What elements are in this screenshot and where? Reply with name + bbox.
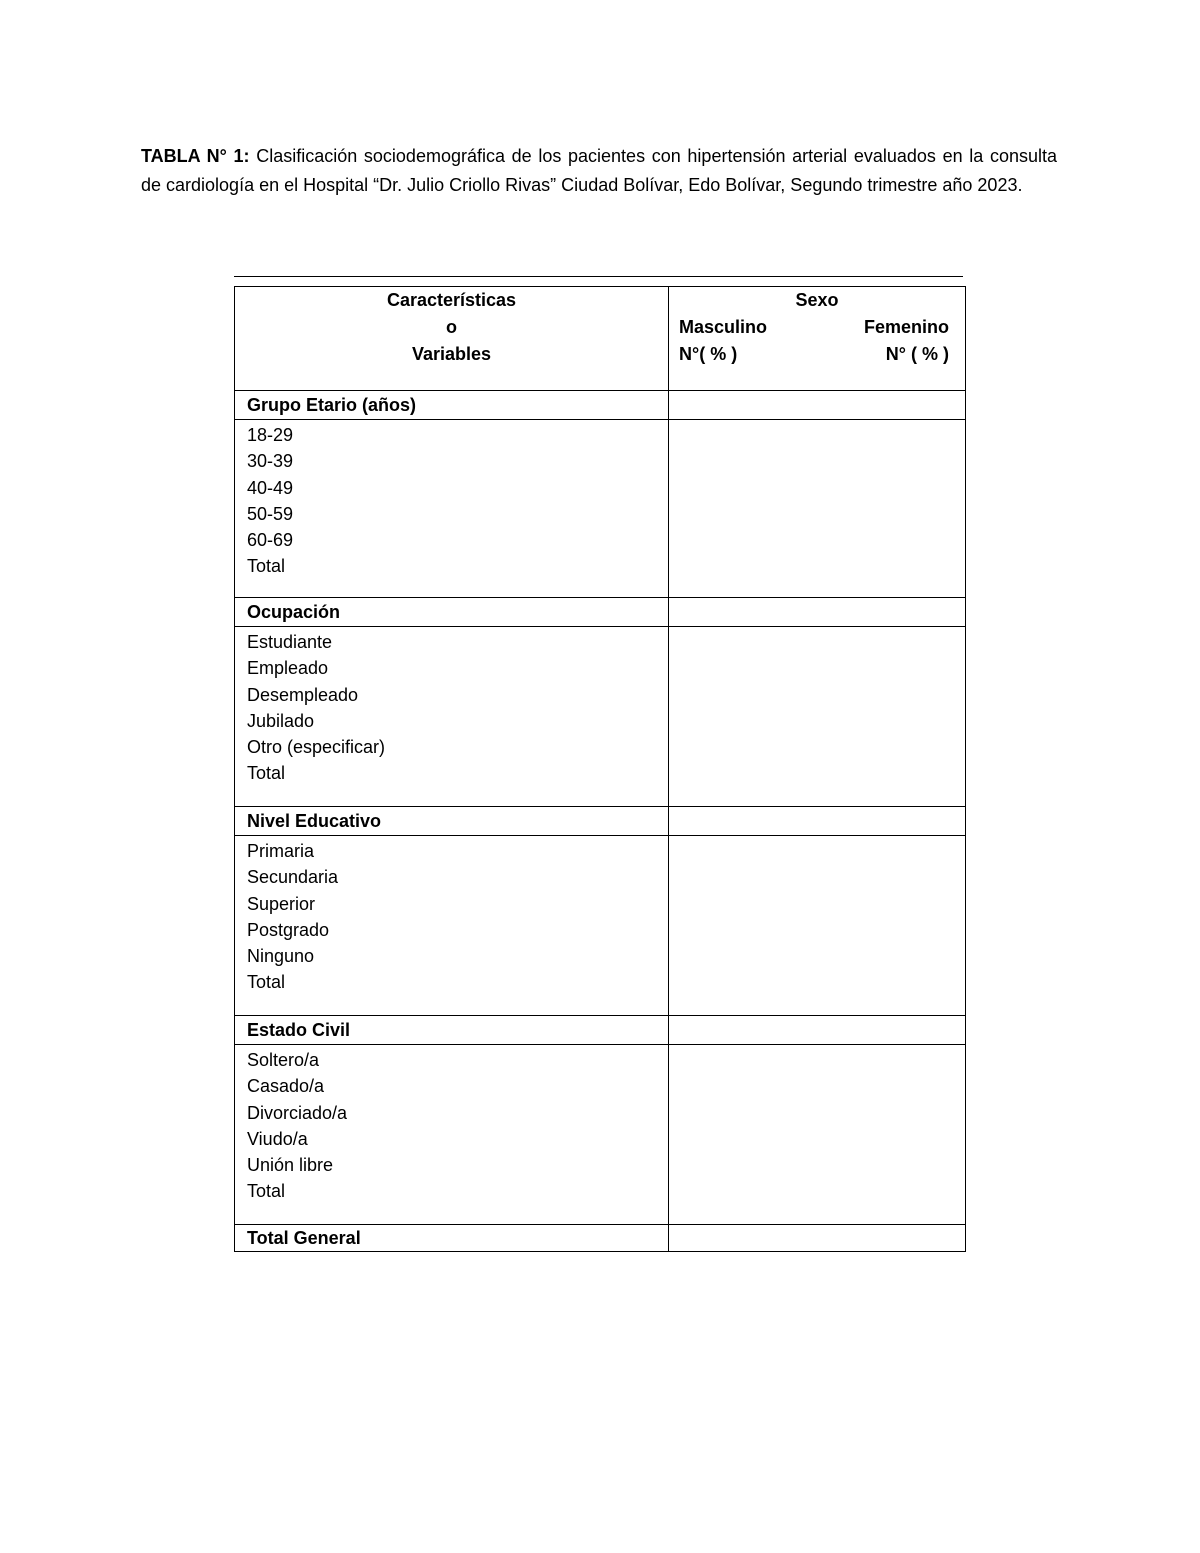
section-items-row (235, 1045, 966, 1225)
list-item: 40-49 (247, 477, 294, 498)
list-item: 60-69 (247, 530, 294, 551)
section-header-row (235, 598, 966, 627)
header-femenino: Femenino (863, 317, 949, 337)
list-item: Casado/a (247, 1076, 325, 1097)
list-item: Total (247, 972, 286, 993)
list-item: 18-29 (247, 425, 294, 445)
section-value-cell (669, 598, 966, 627)
section-value-cell (669, 1016, 966, 1045)
section-title: Grupo Etario (años) (235, 391, 669, 420)
top-rule (234, 276, 963, 277)
section-header-row (235, 1016, 966, 1045)
section-title: Estado Civil (235, 1016, 669, 1045)
header-characteristics (235, 287, 669, 391)
list-item: Soltero/a (247, 1050, 320, 1070)
caption-label: TABLA N° 1: (141, 146, 250, 166)
section-header-row (235, 807, 966, 836)
header-sexo (669, 287, 966, 391)
list-item: Primaria (247, 841, 315, 861)
header-line-variables: Variables (411, 344, 492, 364)
section-value-cell (669, 391, 966, 420)
list-item: Jubilado (247, 710, 315, 731)
list-item: Total (247, 556, 286, 577)
list-item: Secundaria (247, 867, 339, 888)
header-sexo-title: Sexo (795, 290, 839, 310)
section-values-cell (669, 420, 966, 598)
sociodemographic-table (234, 286, 966, 1252)
section-items-row (235, 627, 966, 807)
list-item: Superior (247, 893, 316, 914)
list-item: Otro (especificar) (247, 737, 386, 758)
list-item: Postgrado (247, 919, 330, 940)
caption-text: Clasificación sociodemográfica de los pacientes con hipertensión arterial evaluados en la consulta de cardiología en el Hospital “Dr. Julio Criollo Rivas” Ciudad Bolívar, Edo Bolívar, Segundo trimestre año 2023. (141, 146, 1057, 195)
list-item: Total (247, 763, 286, 784)
table-caption (141, 142, 1057, 199)
list-item: Ninguno (247, 946, 315, 967)
list-item: Estudiante (247, 632, 333, 652)
section-title: Nivel Educativo (235, 807, 669, 836)
total-general-label: Total General (235, 1225, 669, 1252)
list-item: Empleado (247, 658, 329, 679)
section-items (235, 836, 669, 1016)
section-value-cell (669, 807, 966, 836)
list-item: 30-39 (247, 451, 294, 472)
total-general-value-cell (669, 1225, 966, 1252)
list-item: 50-59 (247, 503, 294, 524)
list-item: Desempleado (247, 684, 359, 705)
total-general-row (235, 1225, 966, 1252)
list-item: Viudo/a (247, 1128, 308, 1149)
list-item: Divorciado/a (247, 1102, 348, 1123)
section-values-cell (669, 627, 966, 807)
header-masculino: Masculino (679, 317, 768, 337)
section-items-row (235, 420, 966, 598)
section-items (235, 627, 669, 807)
header-line-characteristics: Características (386, 290, 517, 310)
header-line-o: o (446, 317, 457, 337)
header-masculino-unit: N°( % ) (679, 344, 738, 364)
section-header-row (235, 391, 966, 420)
list-item: Unión libre (247, 1155, 334, 1176)
section-values-cell (669, 1045, 966, 1225)
table-header-row (235, 287, 966, 391)
list-item: Total (247, 1181, 286, 1202)
section-items (235, 1045, 669, 1225)
section-items (235, 420, 669, 598)
section-title: Ocupación (235, 598, 669, 627)
header-femenino-unit: N° ( % ) (885, 344, 949, 364)
section-values-cell (669, 836, 966, 1016)
section-items-row (235, 836, 966, 1016)
